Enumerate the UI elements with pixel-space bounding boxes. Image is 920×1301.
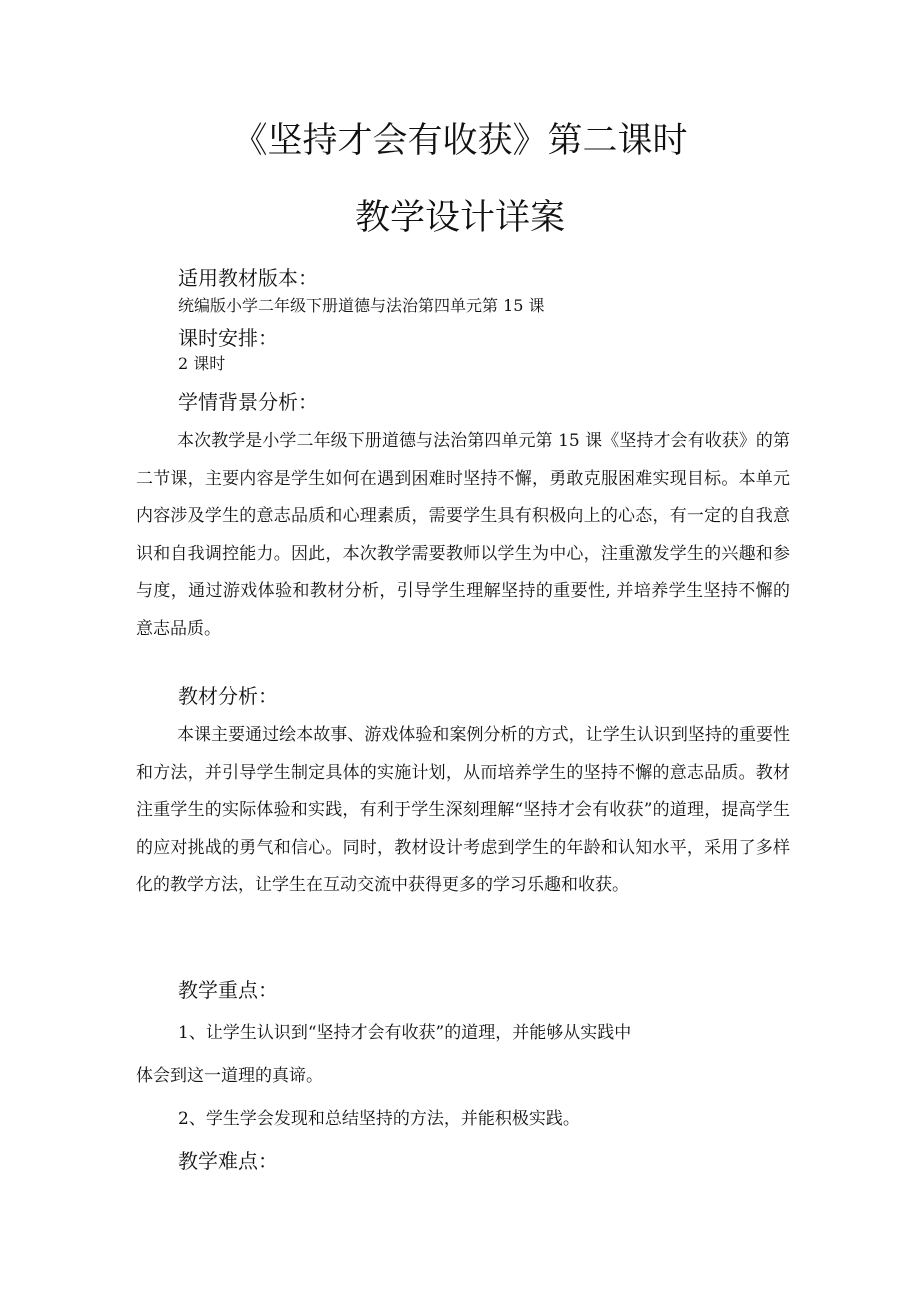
key-point-1-line-1: 1、让学生认识到“坚持才会有收获”的道理，并能够从实践中 [178,1023,632,1043]
textbook-heading: 适用教材版本： [178,266,318,290]
material-heading: 教材分析： [178,684,278,708]
key-point-1-line-2: 体会到这一道理的真谛。 [136,1066,323,1086]
background-section [136,423,790,648]
key-point-2: 2、学生学会发现和总结坚持的方法，并能积极实践。 [178,1109,580,1129]
title-line-1: 《坚持才会有收获》第二课时 [232,121,688,161]
title-line-2: 教学设计详案 [354,198,565,238]
key-points-heading: 教学重点： [178,978,278,1002]
background-heading: 学情背景分析： [178,390,318,414]
background-paragraph: 本次教学是小学二年级下册道德与法治第四单元第 15 课《坚持才会有收获》的第二节课，主要内容是学生如何在遇到困难时坚持不懈，勇敢克服困难实现目标。本单元内容涉及学生的意志品质和心理素质，需要学生具有积极向上的心态，有一定的自我意识和自我调控能力。因此，本次教学需要教师以学生为中心，注重激发学生的兴趣和参与度，通过游戏体验和教材分析，引导学生理解坚持的重要性, 并培养学生坚持不懈的意志品质。 [136,431,790,639]
material-paragraph: 本课主要通过绘本故事、游戏体验和案例分析的方式，让学生认识到坚持的重要性和方法，并引导学生制定具体的实施计划，从而培养学生的坚持不懈的意志品质。教材注重学生的实际体验和实践，有利于学生深刻理解“坚持才会有收获”的道理，提高学生的应对挑战的勇气和信心。同时，教材设计考虑到学生的年龄和认知水平，采用了多样化的教学方法，让学生在互动交流中获得更多的学习乐趣和收获。 [136,725,790,895]
difficulties-heading: 教学难点： [178,1149,278,1173]
textbook-value: 统编版小学二年级下册道德与法治第四单元第 15 课 [178,296,545,315]
material-section [136,717,790,905]
schedule-heading: 课时安排： [178,326,278,350]
schedule-value: 2 课时 [178,354,226,373]
